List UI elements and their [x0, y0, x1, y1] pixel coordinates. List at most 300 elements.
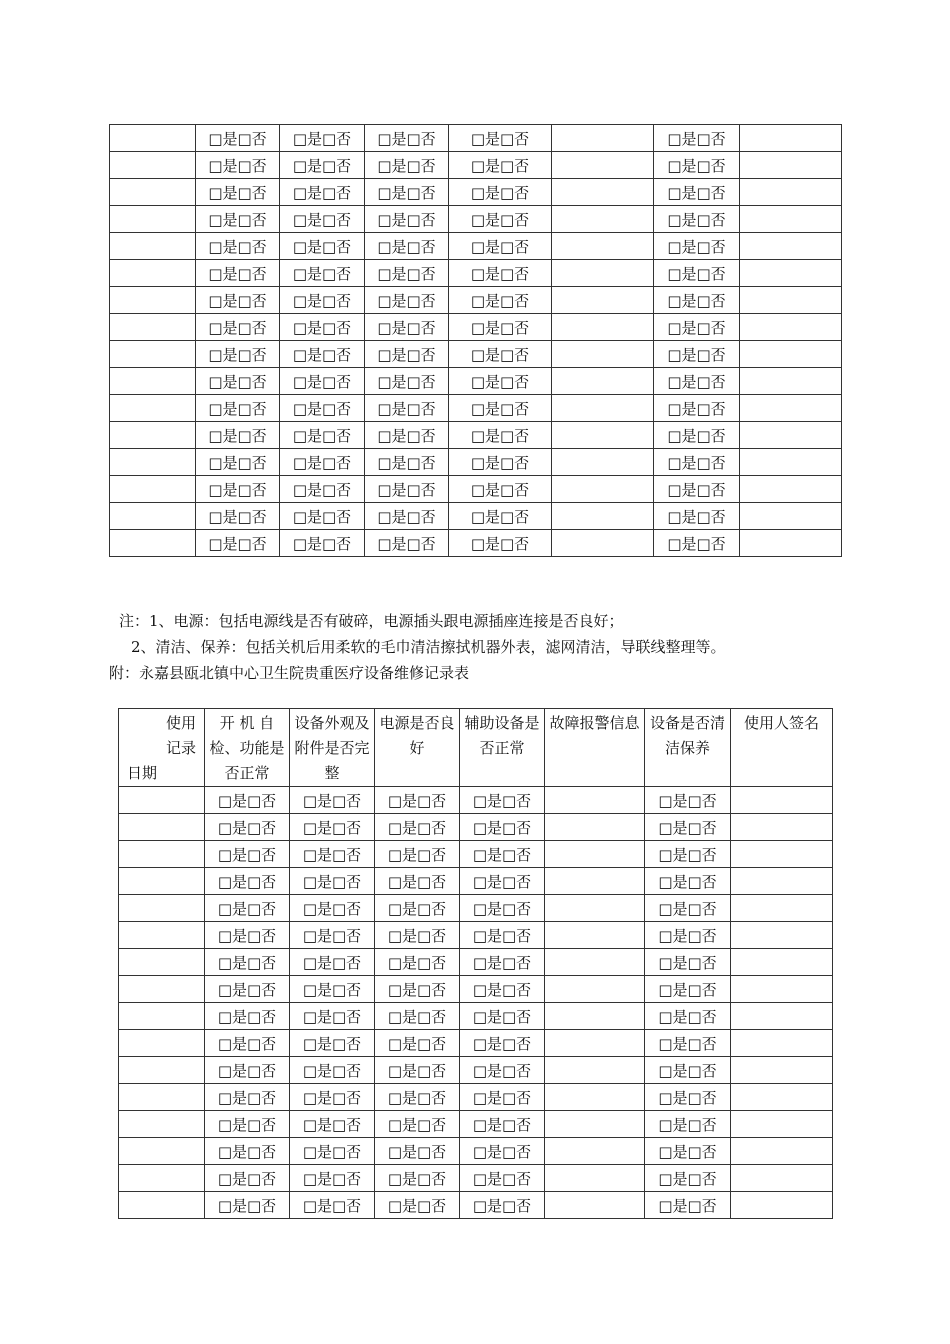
blank-cell: [552, 260, 654, 287]
blank-cell: [119, 1084, 205, 1111]
yes-no-checkbox-cell[interactable]: □是□否: [280, 449, 365, 476]
yes-no-checkbox-cell[interactable]: □是□否: [290, 814, 375, 841]
note-cleaning: 2、清洁、保养：包括关机后用柔软的毛巾清洁擦拭机器外表，滤网清洁，导联线整理等。: [131, 638, 726, 656]
yes-no-checkbox-cell[interactable]: □是□否: [365, 233, 449, 260]
blank-cell: [110, 314, 196, 341]
table-row: [119, 1084, 833, 1111]
yes-no-checkbox-cell[interactable]: □是□否: [375, 1111, 460, 1138]
blank-cell: [119, 949, 205, 976]
yes-no-checkbox-cell[interactable]: □是□否: [205, 814, 290, 841]
blank-cell: [740, 287, 842, 314]
yes-no-checkbox-cell[interactable]: □是□否: [654, 152, 740, 179]
blank-cell: [552, 530, 654, 557]
yes-no-checkbox-cell[interactable]: □是□否: [280, 260, 365, 287]
yes-no-checkbox-cell[interactable]: □是□否: [280, 125, 365, 152]
yes-no-checkbox-cell[interactable]: □是□否: [645, 1030, 731, 1057]
header-date-line2: 记录: [165, 739, 196, 757]
yes-no-checkbox-cell[interactable]: □是□否: [449, 152, 552, 179]
yes-no-checkbox-cell[interactable]: □是□否: [205, 1084, 290, 1111]
yes-no-checkbox-cell[interactable]: □是□否: [460, 1111, 545, 1138]
table-row: [119, 976, 833, 1003]
table-row: [119, 922, 833, 949]
yes-no-checkbox-cell[interactable]: □是□否: [460, 922, 545, 949]
yes-no-checkbox-cell[interactable]: □是□否: [280, 476, 365, 503]
yes-no-checkbox-cell[interactable]: □是□否: [654, 206, 740, 233]
yes-no-checkbox-cell[interactable]: □是□否: [645, 1111, 731, 1138]
yes-no-checkbox-cell[interactable]: □是□否: [375, 841, 460, 868]
blank-cell: [110, 503, 196, 530]
blank-cell: [119, 868, 205, 895]
table-row: [119, 1111, 833, 1138]
yes-no-checkbox-cell[interactable]: □是□否: [365, 341, 449, 368]
blank-cell: [545, 787, 645, 814]
yes-no-checkbox-cell[interactable]: □是□否: [375, 1165, 460, 1192]
table-row: [110, 314, 842, 341]
table-row: [110, 503, 842, 530]
blank-cell: [119, 1192, 205, 1219]
blank-cell: [740, 125, 842, 152]
yes-no-checkbox-cell[interactable]: □是□否: [654, 476, 740, 503]
yes-no-checkbox-cell[interactable]: □是□否: [205, 976, 290, 1003]
blank-cell: [545, 841, 645, 868]
yes-no-checkbox-cell[interactable]: □是□否: [205, 1138, 290, 1165]
yes-no-checkbox-cell[interactable]: □是□否: [365, 476, 449, 503]
yes-no-checkbox-cell[interactable]: □是□否: [196, 260, 280, 287]
blank-cell: [552, 422, 654, 449]
yes-no-checkbox-cell[interactable]: □是□否: [196, 368, 280, 395]
yes-no-checkbox-cell[interactable]: □是□否: [645, 1192, 731, 1219]
repair-record-table: [118, 708, 833, 1219]
yes-no-checkbox-cell[interactable]: □是□否: [196, 449, 280, 476]
yes-no-checkbox-cell[interactable]: □是□否: [460, 1084, 545, 1111]
blank-cell: [552, 206, 654, 233]
blank-cell: [740, 341, 842, 368]
blank-cell: [119, 1030, 205, 1057]
note-power: 注：1、电源：包括电源线是否有破碎，电源插头跟电源插座连接是否良好；: [119, 612, 624, 630]
blank-cell: [552, 476, 654, 503]
blank-cell: [545, 1084, 645, 1111]
yes-no-checkbox-cell[interactable]: □是□否: [375, 895, 460, 922]
usage-record-table-continued: [109, 124, 842, 557]
blank-cell: [110, 422, 196, 449]
yes-no-checkbox-cell[interactable]: □是□否: [196, 314, 280, 341]
blank-cell: [110, 395, 196, 422]
table-row: [119, 1030, 833, 1057]
blank-cell: [552, 368, 654, 395]
yes-no-checkbox-cell[interactable]: □是□否: [449, 233, 552, 260]
yes-no-checkbox-cell[interactable]: □是□否: [375, 1138, 460, 1165]
yes-no-checkbox-cell[interactable]: □是□否: [375, 1192, 460, 1219]
table-row: [110, 260, 842, 287]
header-alarm: 故障报警信息: [545, 709, 645, 787]
table-row: [110, 233, 842, 260]
table-row: [119, 1165, 833, 1192]
yes-no-checkbox-cell[interactable]: □是□否: [196, 476, 280, 503]
table-row: [110, 422, 842, 449]
yes-no-checkbox-cell[interactable]: □是□否: [460, 976, 545, 1003]
blank-cell: [552, 341, 654, 368]
blank-cell: [552, 449, 654, 476]
blank-cell: [552, 233, 654, 260]
blank-cell: [119, 1138, 205, 1165]
yes-no-checkbox-cell[interactable]: □是□否: [645, 1084, 731, 1111]
blank-cell: [552, 287, 654, 314]
table-row: [110, 287, 842, 314]
yes-no-checkbox-cell[interactable]: □是□否: [645, 1057, 731, 1084]
yes-no-checkbox-cell[interactable]: □是□否: [205, 1111, 290, 1138]
blank-cell: [731, 1084, 833, 1111]
yes-no-checkbox-cell[interactable]: □是□否: [654, 503, 740, 530]
blank-cell: [545, 922, 645, 949]
yes-no-checkbox-cell[interactable]: □是□否: [654, 530, 740, 557]
blank-cell: [740, 422, 842, 449]
header-row: [119, 709, 833, 787]
yes-no-checkbox-cell[interactable]: □是□否: [290, 895, 375, 922]
yes-no-checkbox-cell[interactable]: □是□否: [290, 841, 375, 868]
yes-no-checkbox-cell[interactable]: □是□否: [460, 1165, 545, 1192]
blank-cell: [545, 868, 645, 895]
yes-no-checkbox-cell[interactable]: □是□否: [280, 368, 365, 395]
header-selfcheck: 开 机 自检、功能是否正常: [205, 709, 290, 787]
blank-cell: [731, 949, 833, 976]
yes-no-checkbox-cell[interactable]: □是□否: [280, 314, 365, 341]
blank-cell: [545, 814, 645, 841]
yes-no-checkbox-cell[interactable]: □是□否: [290, 1030, 375, 1057]
table-row: [110, 530, 842, 557]
table-row: [110, 206, 842, 233]
blank-cell: [545, 949, 645, 976]
yes-no-checkbox-cell[interactable]: □是□否: [196, 422, 280, 449]
yes-no-checkbox-cell[interactable]: □是□否: [460, 841, 545, 868]
blank-cell: [552, 152, 654, 179]
yes-no-checkbox-cell[interactable]: □是□否: [365, 530, 449, 557]
yes-no-checkbox-cell[interactable]: □是□否: [645, 1138, 731, 1165]
table-row: [119, 868, 833, 895]
yes-no-checkbox-cell[interactable]: □是□否: [449, 449, 552, 476]
blank-cell: [110, 287, 196, 314]
header-date-line3: 日期: [127, 764, 158, 782]
table-row: [110, 179, 842, 206]
blank-cell: [119, 922, 205, 949]
yes-no-checkbox-cell[interactable]: □是□否: [449, 125, 552, 152]
header-date-line1: 使用: [165, 714, 196, 732]
yes-no-checkbox-cell[interactable]: □是□否: [645, 976, 731, 1003]
yes-no-checkbox-cell[interactable]: □是□否: [290, 1057, 375, 1084]
blank-cell: [731, 787, 833, 814]
table-row: [119, 1138, 833, 1165]
yes-no-checkbox-cell[interactable]: □是□否: [290, 1111, 375, 1138]
blank-cell: [731, 1003, 833, 1030]
yes-no-checkbox-cell[interactable]: □是□否: [205, 922, 290, 949]
yes-no-checkbox-cell[interactable]: □是□否: [460, 949, 545, 976]
table-row: [119, 1057, 833, 1084]
blank-cell: [740, 449, 842, 476]
yes-no-checkbox-cell[interactable]: □是□否: [365, 206, 449, 233]
yes-no-checkbox-cell[interactable]: □是□否: [290, 868, 375, 895]
yes-no-checkbox-cell[interactable]: □是□否: [645, 814, 731, 841]
appendix-title: 附：永嘉县瓯北镇中心卫生院贵重医疗设备维修记录表: [109, 664, 470, 682]
yes-no-checkbox-cell[interactable]: □是□否: [205, 868, 290, 895]
yes-no-checkbox-cell[interactable]: □是□否: [375, 1057, 460, 1084]
table-row: [110, 449, 842, 476]
yes-no-checkbox-cell[interactable]: □是□否: [449, 314, 552, 341]
yes-no-checkbox-cell[interactable]: □是□否: [290, 949, 375, 976]
blank-cell: [110, 476, 196, 503]
blank-cell: [545, 1003, 645, 1030]
table-row: [119, 1003, 833, 1030]
yes-no-checkbox-cell[interactable]: □是□否: [654, 314, 740, 341]
blank-cell: [552, 503, 654, 530]
yes-no-checkbox-cell[interactable]: □是□否: [375, 922, 460, 949]
yes-no-checkbox-cell[interactable]: □是□否: [290, 1165, 375, 1192]
table-row: [110, 125, 842, 152]
table-row: [119, 814, 833, 841]
yes-no-checkbox-cell[interactable]: □是□否: [196, 206, 280, 233]
blank-cell: [552, 395, 654, 422]
yes-no-checkbox-cell[interactable]: □是□否: [654, 287, 740, 314]
yes-no-checkbox-cell[interactable]: □是□否: [460, 787, 545, 814]
yes-no-checkbox-cell[interactable]: □是□否: [196, 395, 280, 422]
yes-no-checkbox-cell[interactable]: □是□否: [449, 422, 552, 449]
table-row: [119, 787, 833, 814]
blank-cell: [731, 976, 833, 1003]
yes-no-checkbox-cell[interactable]: □是□否: [280, 179, 365, 206]
blank-cell: [545, 976, 645, 1003]
yes-no-checkbox-cell[interactable]: □是□否: [196, 179, 280, 206]
table-row: [110, 368, 842, 395]
blank-cell: [545, 1165, 645, 1192]
yes-no-checkbox-cell[interactable]: □是□否: [449, 368, 552, 395]
yes-no-checkbox-cell[interactable]: □是□否: [645, 895, 731, 922]
blank-cell: [545, 1111, 645, 1138]
blank-cell: [740, 152, 842, 179]
yes-no-checkbox-cell[interactable]: □是□否: [280, 206, 365, 233]
table-row: [110, 395, 842, 422]
yes-no-checkbox-cell[interactable]: □是□否: [460, 1030, 545, 1057]
blank-cell: [110, 233, 196, 260]
yes-no-checkbox-cell[interactable]: □是□否: [290, 1138, 375, 1165]
yes-no-checkbox-cell[interactable]: □是□否: [196, 152, 280, 179]
yes-no-checkbox-cell[interactable]: □是□否: [654, 125, 740, 152]
blank-cell: [119, 1003, 205, 1030]
blank-cell: [731, 895, 833, 922]
yes-no-checkbox-cell[interactable]: □是□否: [365, 314, 449, 341]
yes-no-checkbox-cell[interactable]: □是□否: [205, 1057, 290, 1084]
yes-no-checkbox-cell[interactable]: □是□否: [654, 179, 740, 206]
yes-no-checkbox-cell[interactable]: □是□否: [365, 287, 449, 314]
yes-no-checkbox-cell[interactable]: □是□否: [290, 922, 375, 949]
table-row: [110, 476, 842, 503]
blank-cell: [731, 841, 833, 868]
yes-no-checkbox-cell[interactable]: □是□否: [375, 868, 460, 895]
blank-cell: [119, 1165, 205, 1192]
yes-no-checkbox-cell[interactable]: □是□否: [365, 422, 449, 449]
yes-no-checkbox-cell[interactable]: □是□否: [375, 949, 460, 976]
yes-no-checkbox-cell[interactable]: □是□否: [365, 179, 449, 206]
yes-no-checkbox-cell[interactable]: □是□否: [654, 368, 740, 395]
yes-no-checkbox-cell[interactable]: □是□否: [196, 287, 280, 314]
yes-no-checkbox-cell[interactable]: □是□否: [645, 922, 731, 949]
blank-cell: [740, 233, 842, 260]
yes-no-checkbox-cell[interactable]: □是□否: [205, 949, 290, 976]
blank-cell: [110, 206, 196, 233]
header-clean: 设备是否清洁保养: [645, 709, 731, 787]
blank-cell: [119, 1111, 205, 1138]
yes-no-checkbox-cell[interactable]: □是□否: [375, 976, 460, 1003]
yes-no-checkbox-cell[interactable]: □是□否: [449, 179, 552, 206]
yes-no-checkbox-cell[interactable]: □是□否: [449, 260, 552, 287]
yes-no-checkbox-cell[interactable]: □是□否: [654, 260, 740, 287]
yes-no-checkbox-cell[interactable]: □是□否: [280, 152, 365, 179]
table-body: [119, 709, 833, 1219]
yes-no-checkbox-cell[interactable]: □是□否: [205, 1192, 290, 1219]
table-row: [119, 895, 833, 922]
yes-no-checkbox-cell[interactable]: □是□否: [196, 125, 280, 152]
yes-no-checkbox-cell[interactable]: □是□否: [375, 1003, 460, 1030]
blank-cell: [740, 179, 842, 206]
yes-no-checkbox-cell[interactable]: □是□否: [196, 530, 280, 557]
blank-cell: [110, 341, 196, 368]
blank-cell: [740, 503, 842, 530]
yes-no-checkbox-cell[interactable]: □是□否: [375, 814, 460, 841]
blank-cell: [110, 530, 196, 557]
yes-no-checkbox-cell[interactable]: □是□否: [375, 1084, 460, 1111]
yes-no-checkbox-cell[interactable]: □是□否: [205, 841, 290, 868]
yes-no-checkbox-cell[interactable]: □是□否: [645, 841, 731, 868]
blank-cell: [545, 1030, 645, 1057]
yes-no-checkbox-cell[interactable]: □是□否: [449, 503, 552, 530]
header-power: 电源是否良好: [375, 709, 460, 787]
blank-cell: [110, 152, 196, 179]
yes-no-checkbox-cell[interactable]: □是□否: [290, 787, 375, 814]
yes-no-checkbox-cell[interactable]: □是□否: [205, 787, 290, 814]
yes-no-checkbox-cell[interactable]: □是□否: [449, 530, 552, 557]
blank-cell: [119, 976, 205, 1003]
yes-no-checkbox-cell[interactable]: □是□否: [196, 341, 280, 368]
yes-no-checkbox-cell[interactable]: □是□否: [290, 976, 375, 1003]
header-date: [119, 709, 205, 787]
yes-no-checkbox-cell[interactable]: □是□否: [460, 1138, 545, 1165]
yes-no-checkbox-cell[interactable]: □是□否: [280, 233, 365, 260]
yes-no-checkbox-cell[interactable]: □是□否: [654, 395, 740, 422]
blank-cell: [110, 449, 196, 476]
blank-cell: [110, 125, 196, 152]
yes-no-checkbox-cell[interactable]: □是□否: [645, 868, 731, 895]
table-row: [110, 341, 842, 368]
yes-no-checkbox-cell[interactable]: □是□否: [196, 233, 280, 260]
blank-cell: [545, 1138, 645, 1165]
header-aux: 辅助设备是否正常: [460, 709, 545, 787]
blank-cell: [740, 476, 842, 503]
header-appearance: 设备外观及附件是否完整: [290, 709, 375, 787]
yes-no-checkbox-cell[interactable]: □是□否: [365, 368, 449, 395]
yes-no-checkbox-cell[interactable]: □是□否: [290, 1084, 375, 1111]
yes-no-checkbox-cell[interactable]: □是□否: [375, 787, 460, 814]
yes-no-checkbox-cell[interactable]: □是□否: [449, 287, 552, 314]
yes-no-checkbox-cell[interactable]: □是□否: [375, 1030, 460, 1057]
yes-no-checkbox-cell[interactable]: □是□否: [290, 1192, 375, 1219]
blank-cell: [731, 1138, 833, 1165]
blank-cell: [731, 868, 833, 895]
blank-cell: [119, 814, 205, 841]
blank-cell: [110, 260, 196, 287]
yes-no-checkbox-cell[interactable]: □是□否: [460, 1003, 545, 1030]
blank-cell: [740, 395, 842, 422]
yes-no-checkbox-cell[interactable]: □是□否: [280, 287, 365, 314]
table-row: [119, 841, 833, 868]
yes-no-checkbox-cell[interactable]: □是□否: [365, 260, 449, 287]
blank-cell: [731, 814, 833, 841]
yes-no-checkbox-cell[interactable]: □是□否: [654, 341, 740, 368]
yes-no-checkbox-cell[interactable]: □是□否: [460, 868, 545, 895]
yes-no-checkbox-cell[interactable]: □是□否: [645, 787, 731, 814]
blank-cell: [731, 1111, 833, 1138]
yes-no-checkbox-cell[interactable]: □是□否: [196, 503, 280, 530]
blank-cell: [731, 922, 833, 949]
blank-cell: [119, 787, 205, 814]
yes-no-checkbox-cell[interactable]: □是□否: [280, 422, 365, 449]
yes-no-checkbox-cell[interactable]: □是□否: [280, 341, 365, 368]
blank-cell: [545, 1192, 645, 1219]
blank-cell: [552, 125, 654, 152]
blank-cell: [731, 1165, 833, 1192]
yes-no-checkbox-cell[interactable]: □是□否: [205, 1003, 290, 1030]
yes-no-checkbox-cell[interactable]: □是□否: [205, 895, 290, 922]
yes-no-checkbox-cell[interactable]: □是□否: [280, 395, 365, 422]
yes-no-checkbox-cell[interactable]: □是□否: [449, 341, 552, 368]
yes-no-checkbox-cell[interactable]: □是□否: [365, 449, 449, 476]
yes-no-checkbox-cell[interactable]: □是□否: [645, 1165, 731, 1192]
blank-cell: [731, 1192, 833, 1219]
yes-no-checkbox-cell[interactable]: □是□否: [205, 1030, 290, 1057]
table-row: [119, 1192, 833, 1219]
yes-no-checkbox-cell[interactable]: □是□否: [460, 895, 545, 922]
yes-no-checkbox-cell[interactable]: □是□否: [449, 395, 552, 422]
blank-cell: [731, 1057, 833, 1084]
yes-no-checkbox-cell[interactable]: □是□否: [205, 1165, 290, 1192]
blank-cell: [110, 368, 196, 395]
blank-cell: [110, 179, 196, 206]
blank-cell: [119, 895, 205, 922]
blank-cell: [740, 314, 842, 341]
yes-no-checkbox-cell[interactable]: □是□否: [654, 422, 740, 449]
yes-no-checkbox-cell[interactable]: □是□否: [365, 503, 449, 530]
yes-no-checkbox-cell[interactable]: □是□否: [460, 1057, 545, 1084]
yes-no-checkbox-cell[interactable]: □是□否: [645, 949, 731, 976]
yes-no-checkbox-cell[interactable]: □是□否: [654, 449, 740, 476]
yes-no-checkbox-cell[interactable]: □是□否: [449, 206, 552, 233]
blank-cell: [119, 1057, 205, 1084]
yes-no-checkbox-cell[interactable]: □是□否: [449, 476, 552, 503]
yes-no-checkbox-cell[interactable]: □是□否: [365, 395, 449, 422]
blank-cell: [119, 841, 205, 868]
yes-no-checkbox-cell[interactable]: □是□否: [365, 152, 449, 179]
yes-no-checkbox-cell[interactable]: □是□否: [460, 814, 545, 841]
blank-cell: [552, 179, 654, 206]
yes-no-checkbox-cell[interactable]: □是□否: [280, 530, 365, 557]
yes-no-checkbox-cell[interactable]: □是□否: [460, 1192, 545, 1219]
yes-no-checkbox-cell[interactable]: □是□否: [365, 125, 449, 152]
yes-no-checkbox-cell[interactable]: □是□否: [280, 503, 365, 530]
table-row: [119, 949, 833, 976]
yes-no-checkbox-cell[interactable]: □是□否: [645, 1003, 731, 1030]
blank-cell: [545, 895, 645, 922]
blank-cell: [731, 1030, 833, 1057]
yes-no-checkbox-cell[interactable]: □是□否: [290, 1003, 375, 1030]
blank-cell: [740, 206, 842, 233]
blank-cell: [545, 1057, 645, 1084]
yes-no-checkbox-cell[interactable]: □是□否: [654, 233, 740, 260]
